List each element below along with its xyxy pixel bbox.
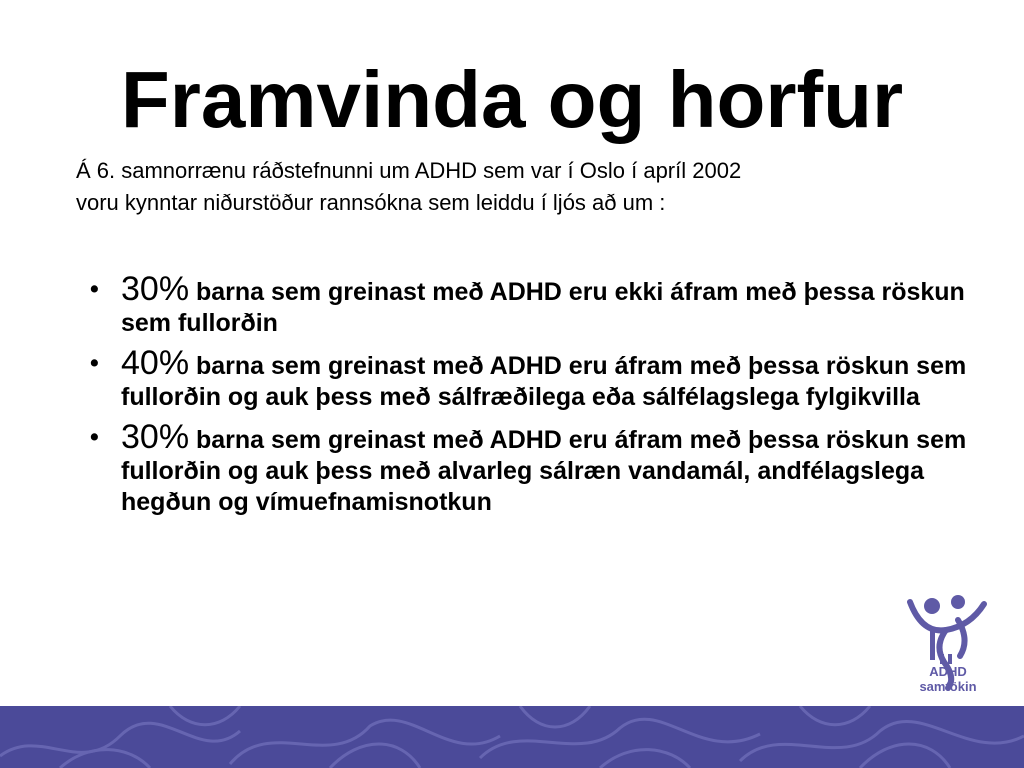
bullet-percent: 30% bbox=[121, 270, 190, 308]
slide-title: Framvinda og horfur bbox=[120, 55, 904, 144]
bullet-marker: • bbox=[90, 349, 99, 377]
bullet-percent: 40% bbox=[121, 344, 190, 382]
bullet-text: barna sem greinast með ADHD eru ekki áfram með þessa röskun sem fullorðin bbox=[121, 278, 965, 337]
intro-line-1: Á 6. samnorrænu ráðstefnunni um ADHD sem var í Oslo í apríl 2002 bbox=[76, 158, 742, 183]
bullet-list bbox=[88, 270, 978, 527]
bullet-item bbox=[88, 270, 978, 339]
bullet-marker: • bbox=[90, 275, 99, 303]
logo-text bbox=[905, 664, 991, 694]
bullet-marker: • bbox=[90, 423, 99, 451]
logo-line-1: ADHD bbox=[929, 664, 967, 679]
bullet-item bbox=[88, 418, 978, 518]
intro-text bbox=[76, 155, 956, 219]
footer-band bbox=[0, 706, 1024, 768]
intro-line-2: voru kynntar niðurstöður rannsókna sem leiddu í ljós að um : bbox=[76, 190, 666, 215]
footer-swirl-pattern bbox=[0, 706, 1024, 768]
logo-line-2: samtökin bbox=[919, 679, 977, 694]
bullet-percent: 30% bbox=[121, 418, 190, 456]
bullet-text: barna sem greinast með ADHD eru áfram með þessa röskun sem fullorðin og auk þess með sálfræðilega eða sálfélagslega fylgikvilla bbox=[121, 352, 967, 411]
bullet-item bbox=[88, 344, 978, 413]
bullet-text: barna sem greinast með ADHD eru áfram með þessa röskun sem fullorðin og auk þess með alvarleg sálræn vandamál, andfélagslega hegðun og vímuefnamisnotkun bbox=[121, 426, 967, 516]
